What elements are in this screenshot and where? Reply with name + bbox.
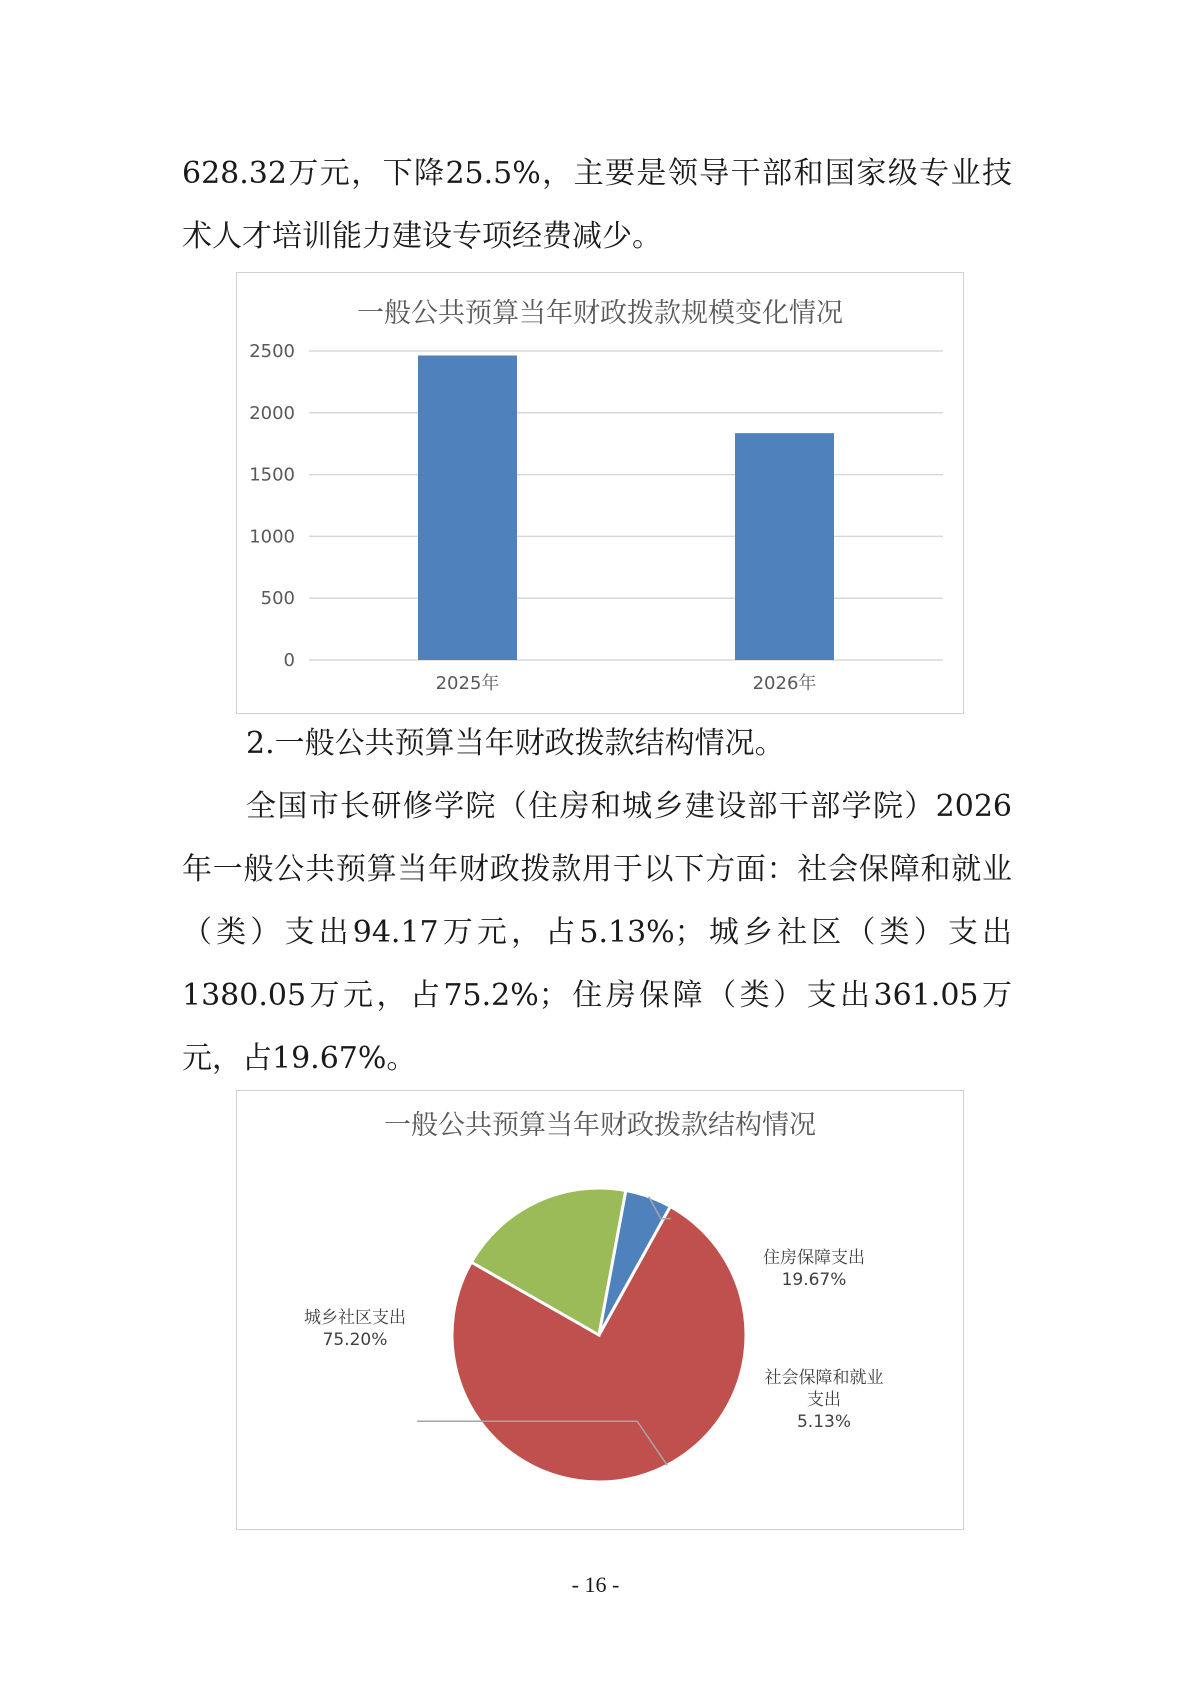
section-heading: 2.一般公共预算当年财政拨款结构情况。 [246, 726, 785, 761]
y-tick-label: 2000 [249, 402, 295, 424]
pie-slice-percent: 75.20% [322, 1330, 388, 1350]
pie-slice-label: 社会保障和就业 [764, 1368, 884, 1388]
page-number: - 16 - [571, 1572, 620, 1597]
paragraph-structure: 全国市长研修学院（住房和城乡建设部干部学院）2026年一般公共预算当年财政拨款用于以下方面：社会保障和就业（类）支出94.17万元，占5.13%；城乡社区（类）支出1380.05万元，占75.2%；住房保障（类）支出361.05万元，占19.67%。 [182, 789, 1012, 1076]
pie-chart-title: 一般公共预算当年财政拨款结构情况 [384, 1110, 816, 1141]
bar [418, 356, 517, 660]
pie-chart-box [236, 1090, 964, 1530]
y-tick-label: 2500 [249, 341, 295, 362]
pie-slice-percent: 19.67% [781, 1270, 847, 1290]
pie-slice-label: 支出 [807, 1390, 841, 1410]
bar-chart [237, 273, 963, 713]
y-tick-label: 1000 [249, 526, 295, 548]
pie-slice-percent: 5.13% [796, 1412, 852, 1432]
y-tick-label: 500 [260, 588, 295, 610]
pie-chart [237, 1091, 963, 1529]
bar-chart-box [236, 272, 964, 714]
y-tick-label: 1500 [249, 464, 295, 486]
bar [735, 433, 834, 660]
paragraph-intro: 628.32万元，下降25.5%，主要是领导干部和国家级专业技术人才培训能力建设专项经费减少。 [182, 156, 1012, 254]
x-tick-label: 2026年 [752, 673, 817, 694]
pie-slice-label: 住房保障支出 [763, 1248, 865, 1268]
y-tick-label: 0 [283, 650, 295, 671]
bar-chart-title: 一般公共预算当年财政拨款规模变化情况 [357, 298, 843, 329]
x-tick-label: 2025年 [435, 673, 500, 694]
pie-slice-label: 城乡社区支出 [304, 1308, 406, 1328]
